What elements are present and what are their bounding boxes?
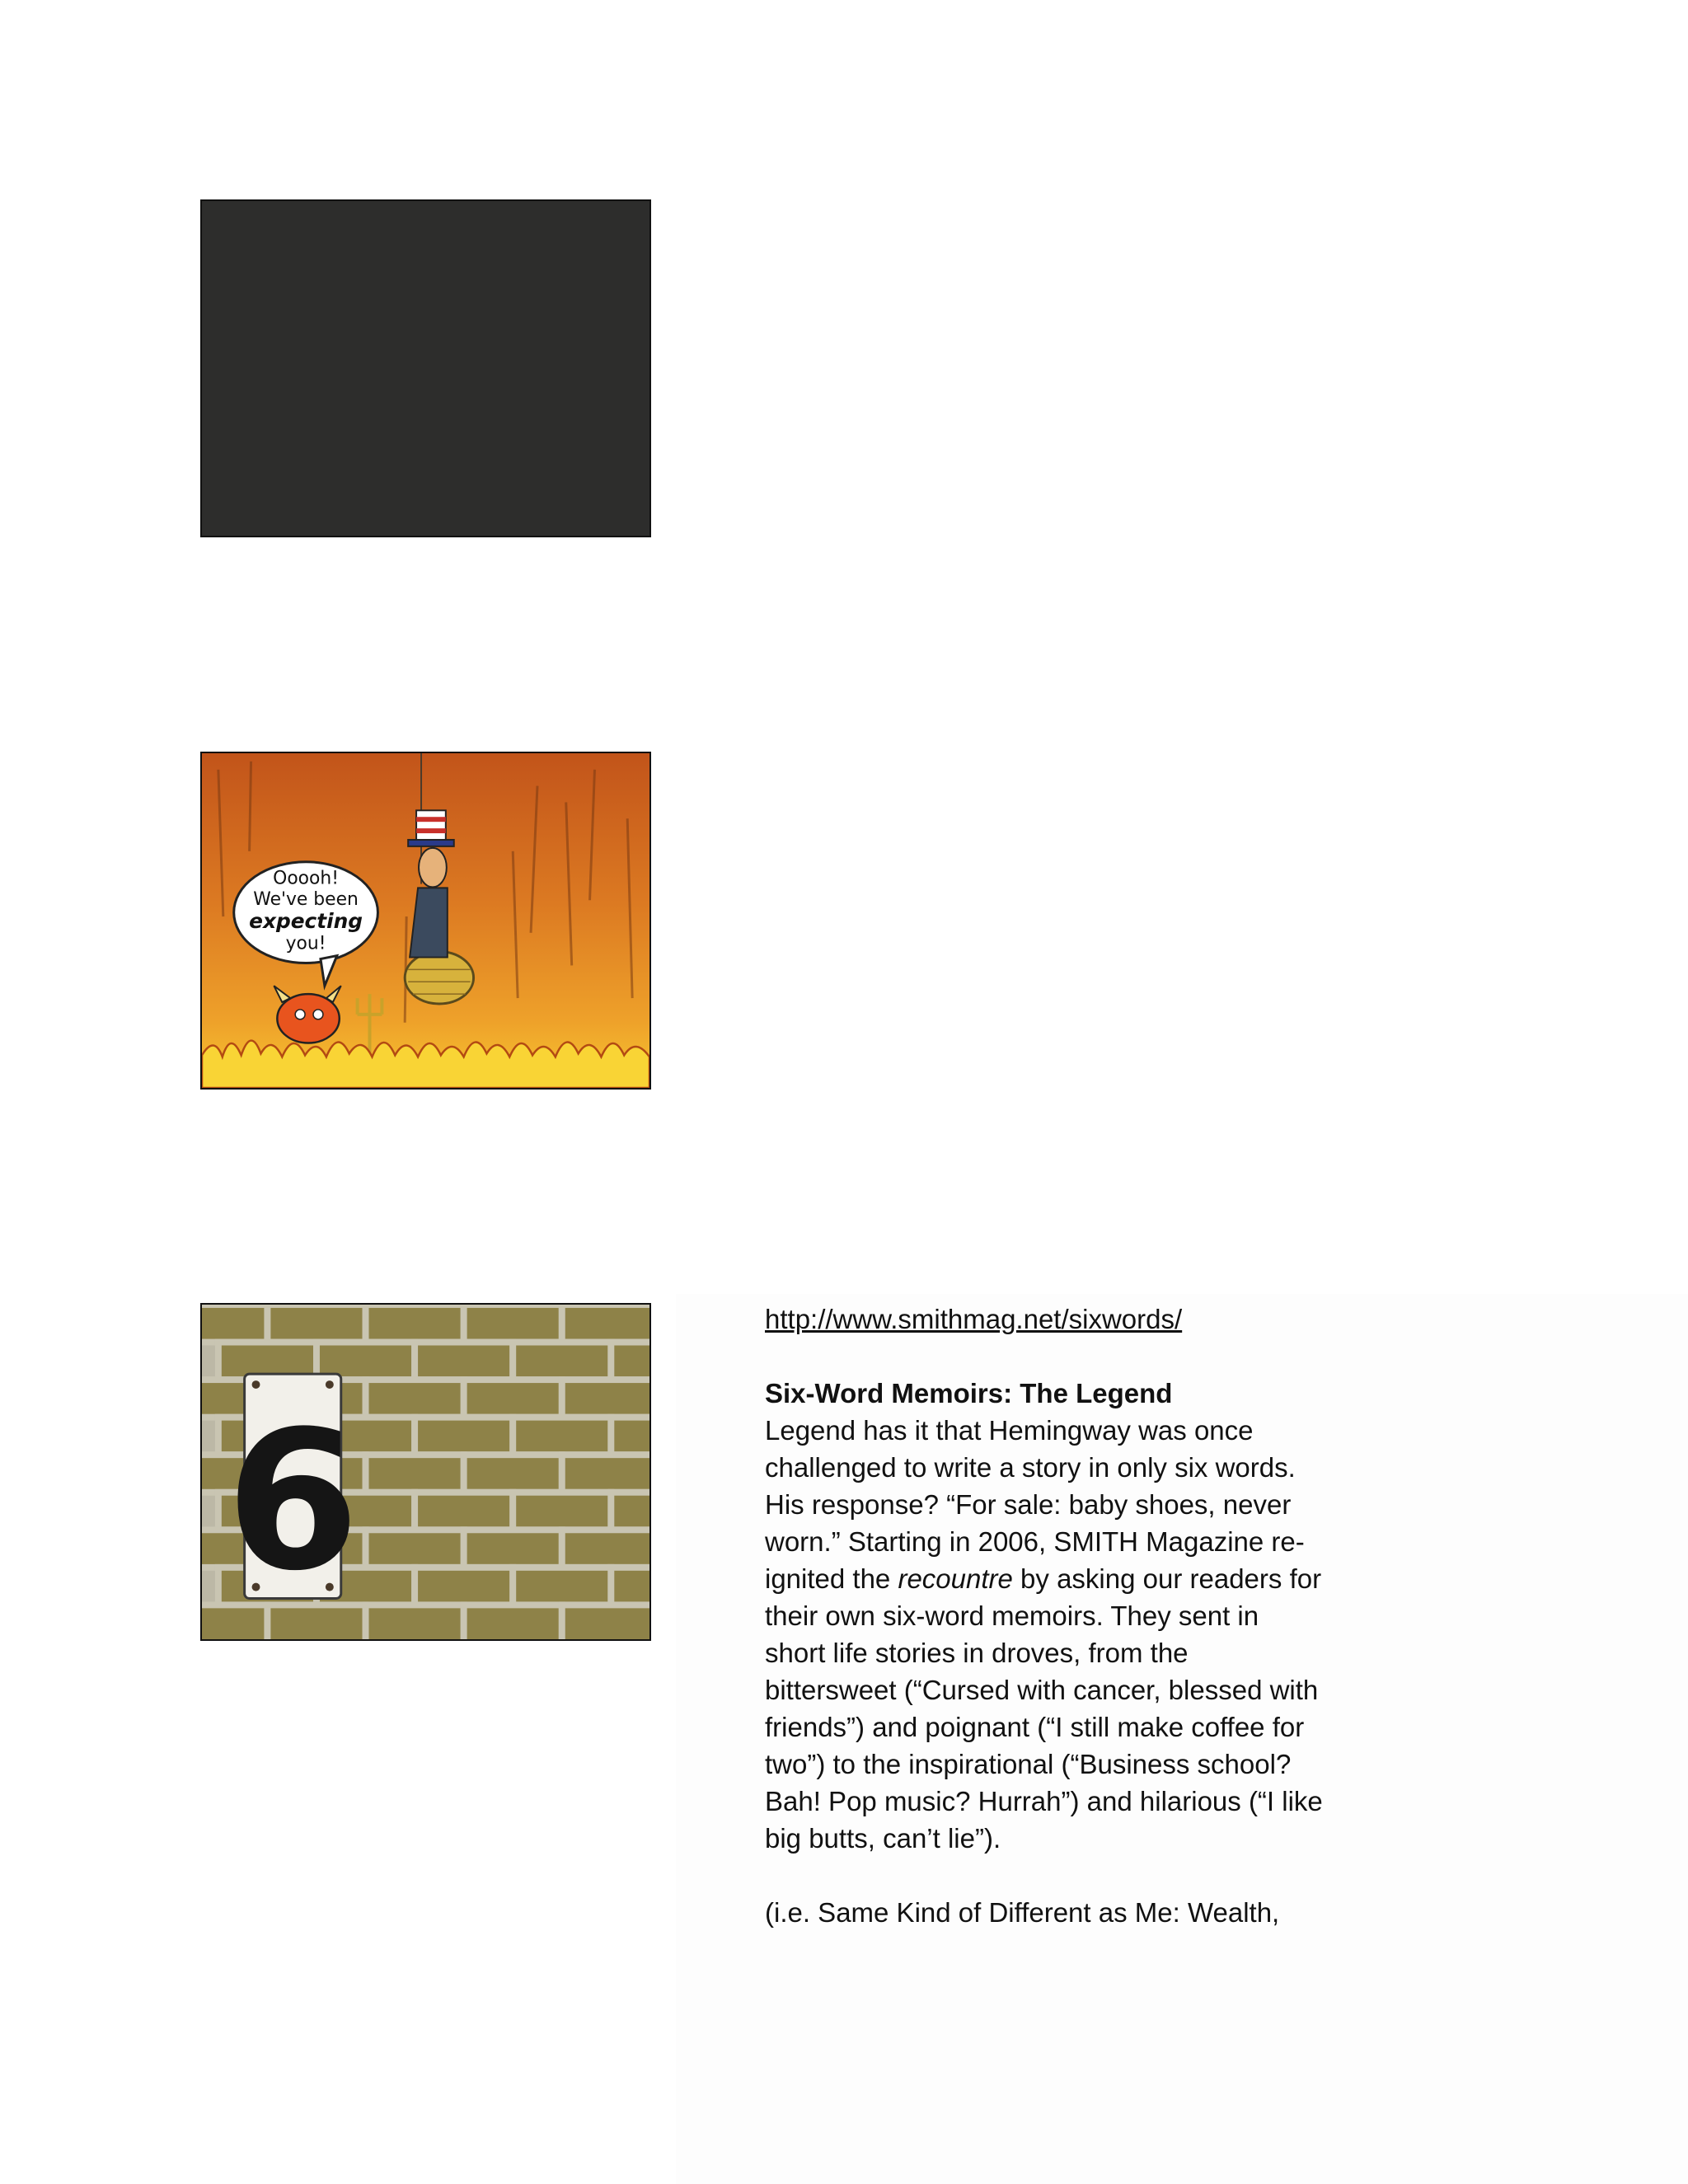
speech-line-2: We've been <box>253 889 359 911</box>
speech-line-3: expecting <box>249 908 363 933</box>
notes-paragraph <box>765 1412 1325 1857</box>
slide-notes <box>765 1301 1325 1931</box>
notes-example-line: (i.e. Same Kind of Different as Me: Wealth, <box>765 1897 1280 1928</box>
slide-thumbnail-1[interactable] <box>200 199 651 537</box>
slide-thumbnail-3-brick-sign[interactable] <box>200 1303 651 1641</box>
speech-line-4: you! <box>285 933 326 954</box>
brick-wall-photo <box>202 1305 649 1639</box>
cartoon-illustration <box>202 753 649 1088</box>
notes-heading: Six-Word Memoirs: The Legend <box>765 1378 1173 1408</box>
speech-line-1: Ooooh! <box>273 868 339 889</box>
notes-paragraph-part-1: Legend has it that Hemingway was once challenged to write a story in only six words. His response? “For sale: baby shoes, never worn.” Starting in 2006, SMITH Magazine re-ignited the <box>765 1415 1305 1594</box>
source-link[interactable]: http://www.smithmag.net/sixwords/ <box>765 1304 1183 1334</box>
notes-paragraph-part-2: by asking our readers for their own six-word memoirs. They sent in short life stories in droves, from the bittersweet (“Cursed with cancer, blessed with friends”) and poignant (“I still make coffee for two”) to the inspirational (“Business school? Bah! Pop music? Hurrah”) and hilarious (“I like big butts, can’t lie”). <box>765 1563 1323 1854</box>
notes-paragraph-italic: recountre <box>898 1563 1013 1594</box>
sign-number-text: 6 <box>226 1390 360 1613</box>
slide-thumbnail-2-cartoon[interactable] <box>200 752 651 1090</box>
